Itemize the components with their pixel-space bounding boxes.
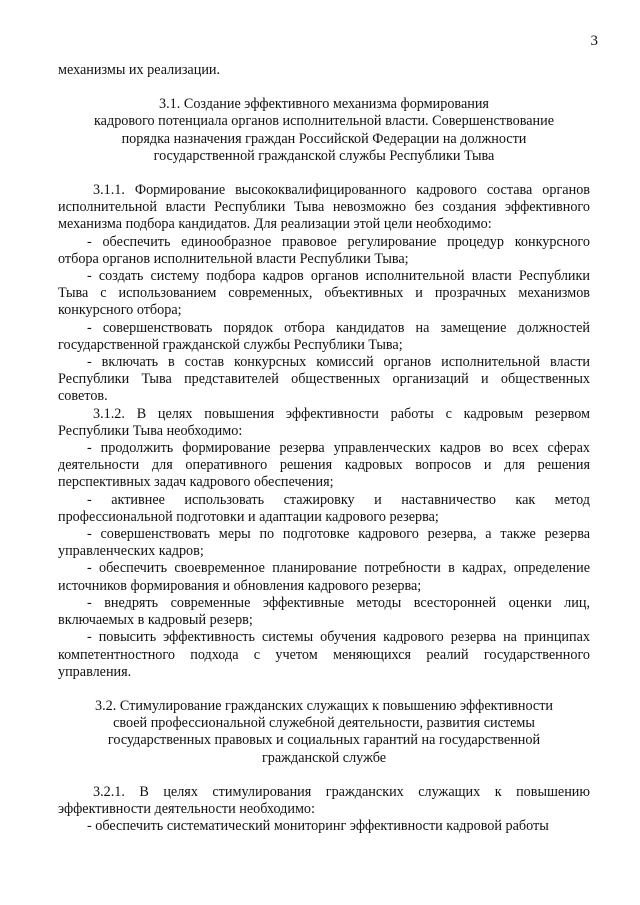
page-number: 3	[590, 33, 598, 49]
heading-line: гражданской службе	[261, 749, 387, 766]
list-item: - повысить эффективность системы обучения кадрового резерва на принципах компетентностного подхода с учетом меняющихся реалий государственного управления.	[58, 629, 590, 680]
list-item: - обеспечить единообразное правовое регулирование процедур конкурсного отбора органов исполнительной власти Республики Тыва;	[58, 233, 590, 267]
list-item: - создать систему подбора кадров органов исполнительной власти Республики Тыва с использованием современных, объективных и прозрачных механизмов конкурсного отбора;	[58, 268, 590, 319]
heading-line: 3.2. Стимулирование гражданских служащих к повышению эффективности	[95, 697, 553, 714]
document-body	[58, 62, 590, 835]
paragraph-3-1-1: 3.1.1. Формирование высококвалифицированного кадрового состава органов исполнительной власти Республики Тыва невозможно без создания эффективного механизма подбора кандидатов. Для реализации этой цели необходимо:	[58, 182, 590, 233]
list-item: - внедрять современные эффективные методы всесторонней оценки лиц, включаемых в кадровый резерв;	[58, 594, 590, 629]
heading-line: 3.1. Создание эффективного механизма формирования	[159, 96, 489, 113]
list-item: - совершенствовать меры по подготовке кадрового резерва, а также резерва управленческих кадров;	[58, 526, 590, 560]
heading-line: порядка назначения граждан Российской Федерации на должности	[121, 130, 527, 147]
section-3-1-heading	[58, 96, 590, 165]
lead-line: механизмы их реализации.	[58, 62, 221, 78]
list-item: - обеспечить систематический мониторинг эффективности кадровой работы	[87, 818, 549, 835]
section-3-2-heading	[58, 698, 590, 767]
list-item: - включать в состав конкурсных комиссий органов исполнительной власти Республики Тыва представителей общественных организаций и общественных советов.	[58, 354, 590, 405]
paragraph-3-1-2: 3.1.2. В целях повышения эффективности работы с кадровым резервом Республики Тыва необходимо:	[58, 405, 590, 439]
heading-line: кадрового потенциала органов исполнительной власти. Совершенствование	[94, 113, 554, 130]
list-item: - продолжить формирование резерва управленческих кадров во всех сферах деятельности для оперативного решения кадровых вопросов и для решения перспективных задач кадрового обеспечения;	[58, 440, 590, 491]
list-item: - активнее использовать стажировку и наставничество как метод профессиональной подготовки и адаптации кадрового резерва;	[58, 491, 590, 525]
heading-line: своей профессиональной служебной деятельности, развития системы	[113, 715, 535, 732]
paragraph-3-2-1: 3.2.1. В целях стимулирования гражданских служащих к повышению эффективности деятельности необходимо:	[58, 783, 590, 817]
heading-line: государственных правовых и социальных гарантий на государственной	[107, 732, 541, 749]
list-item: - обеспечить своевременное планирование потребности в кадрах, определение источников формирования и обновления кадрового резерва;	[58, 560, 590, 594]
heading-line: государственной гражданской службы Республики Тыва	[153, 147, 495, 164]
list-item: - совершенствовать порядок отбора кандидатов на замещение должностей государственной гражданской службы Республики Тыва;	[58, 319, 590, 353]
